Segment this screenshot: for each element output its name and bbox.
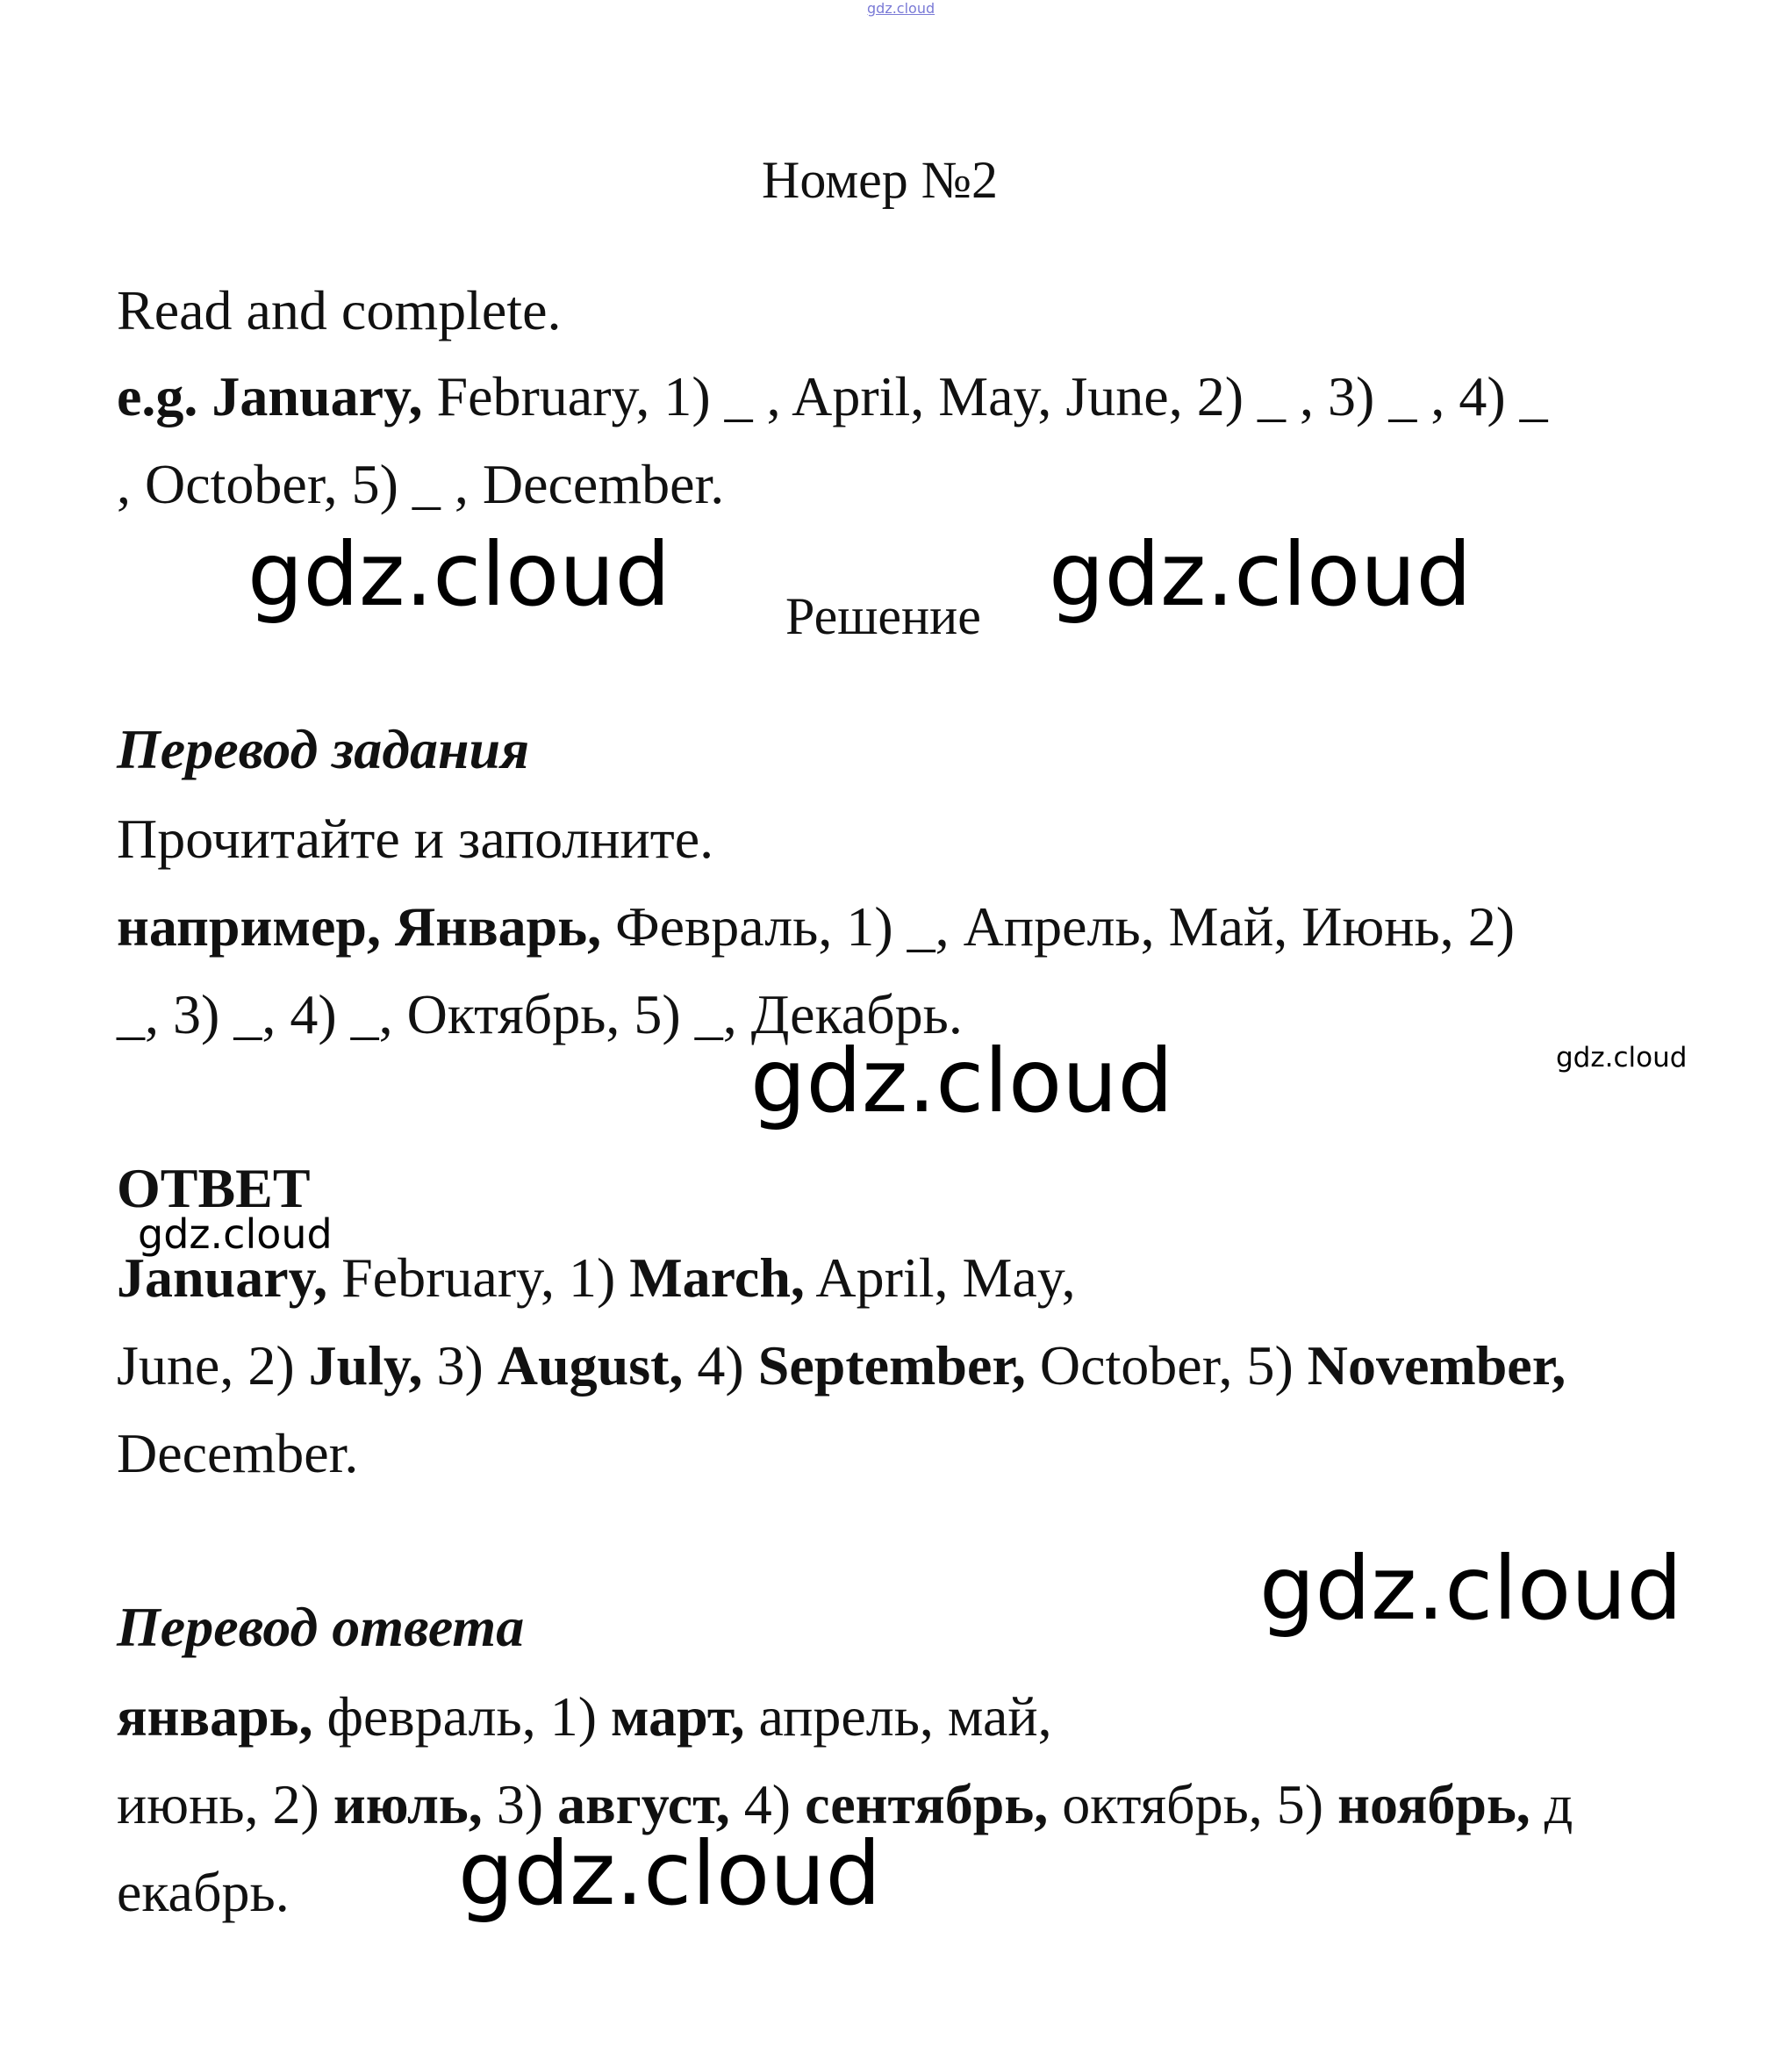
watermark-2: gdz.cloud bbox=[1049, 523, 1473, 626]
answer-august: August, bbox=[497, 1334, 684, 1397]
translation-answer-august: август, bbox=[557, 1773, 730, 1835]
translation-answer-heading: Перевод ответа bbox=[117, 1596, 525, 1658]
translation-answer-line-2-text-4: октябрь, 5) bbox=[1048, 1773, 1338, 1835]
translation-answer-march: март, bbox=[611, 1685, 745, 1748]
answer-line-2 bbox=[117, 1334, 1566, 1397]
top-watermark-link[interactable]: gdz.cloud bbox=[867, 0, 935, 17]
translation-answer-line-2-text-1: июнь, 2) bbox=[117, 1773, 333, 1835]
answer-november: November, bbox=[1307, 1334, 1566, 1397]
watermark-5: gdz.cloud bbox=[138, 1210, 333, 1258]
task-instruction: Read and complete. bbox=[117, 279, 562, 341]
translation-task-eg: например, bbox=[117, 895, 381, 958]
answer-september: September, bbox=[757, 1334, 1026, 1397]
translation-task-line-1-rest: Февраль, 1) _, Апрель, Май, Июнь, 2) bbox=[601, 895, 1515, 958]
translation-task-january: Январь, bbox=[394, 895, 602, 958]
answer-line-2-text-4: October, 5) bbox=[1025, 1334, 1308, 1397]
translation-answer-line-2-text-2: 3) bbox=[482, 1773, 558, 1835]
translation-answer-january: январь, bbox=[117, 1685, 313, 1748]
watermark-1: gdz.cloud bbox=[247, 523, 671, 626]
answer-march: March, bbox=[629, 1246, 805, 1309]
answer-line-1 bbox=[117, 1246, 1076, 1309]
translation-task-instruction: Прочитайте и заполните. bbox=[117, 808, 714, 870]
task-line-1-rest: February, 1) _ , April, May, June, 2) _ , 3) _ , 4) _ bbox=[422, 365, 1548, 427]
translation-answer-line-1 bbox=[117, 1685, 1052, 1748]
watermark-6: gdz.cloud bbox=[1259, 1537, 1683, 1640]
watermark-4: gdz.cloud bbox=[1556, 1042, 1688, 1073]
task-line-1 bbox=[117, 365, 1548, 427]
page-title: Номер №2 bbox=[762, 151, 999, 209]
answer-line-1-text-1: February, 1) bbox=[327, 1246, 630, 1309]
translation-answer-july: июль, bbox=[333, 1773, 483, 1835]
task-january: January, bbox=[211, 365, 423, 427]
translation-answer-line-3: екабрь. bbox=[117, 1861, 290, 1923]
watermark-3: gdz.cloud bbox=[750, 1030, 1174, 1132]
answer-line-2-text-3: 4) bbox=[683, 1334, 758, 1397]
translation-task-line-2: _, 3) _, 4) _, Октябрь, 5) _, Декабрь. bbox=[117, 983, 963, 1045]
task-line-2: , October, 5) _ , December. bbox=[117, 453, 725, 515]
answer-line-1-text-2: April, May, bbox=[804, 1246, 1076, 1309]
answer-line-2-text-1: June, 2) bbox=[117, 1334, 309, 1397]
solution-label: Решение bbox=[785, 587, 981, 645]
translation-answer-line-1-text-1: февраль, 1) bbox=[312, 1685, 611, 1748]
translation-answer-line-2-text-3: 4) bbox=[729, 1773, 806, 1835]
answer-january: January, bbox=[117, 1246, 328, 1309]
answer-line-3: December. bbox=[117, 1422, 359, 1484]
translation-answer-september: сентябрь, bbox=[805, 1773, 1049, 1835]
translation-answer-november: ноябрь, bbox=[1337, 1773, 1530, 1835]
answer-heading: ОТВЕТ bbox=[117, 1157, 311, 1219]
translation-task-heading: Перевод задания bbox=[117, 718, 530, 780]
translation-answer-line-2-text-5: д bbox=[1530, 1773, 1573, 1835]
answer-line-2-text-2: 3) bbox=[422, 1334, 498, 1397]
answer-july: July, bbox=[308, 1334, 423, 1397]
task-eg: e.g. bbox=[117, 365, 198, 427]
translation-task-line-1 bbox=[117, 895, 1515, 958]
translation-answer-line-1-text-2: апрель, май, bbox=[744, 1685, 1052, 1748]
watermark-7: gdz.cloud bbox=[458, 1822, 882, 1925]
